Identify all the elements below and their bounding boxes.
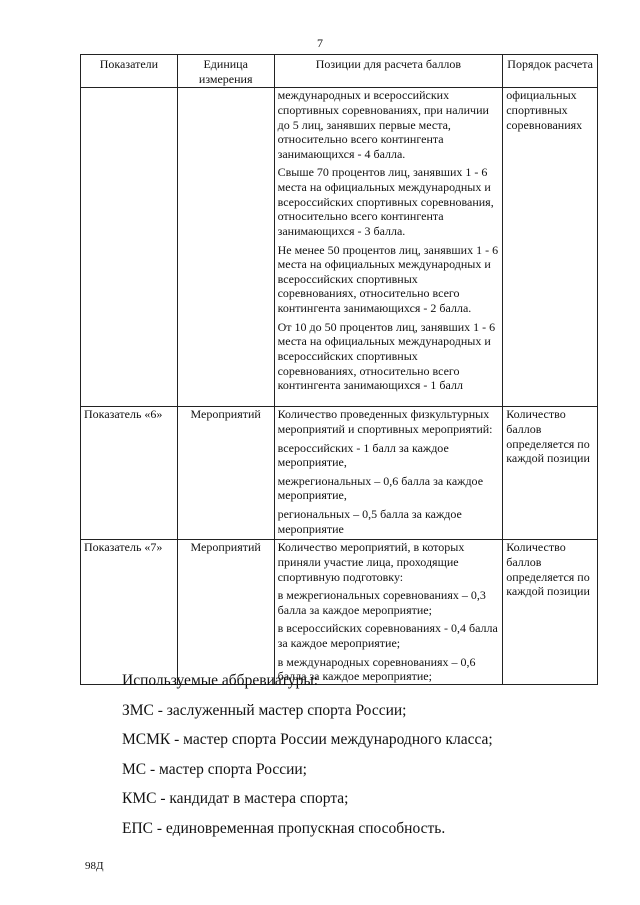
positions-cell — [274, 540, 503, 685]
abbreviations-section — [122, 672, 493, 850]
table-header-row — [81, 55, 598, 88]
position-item: Свыше 70 процентов лиц, занявших 1 - 6 места на официальных международных и всероссийских спортивных соревнования, относительно всего контингента занимающихся - 3 балла. — [277, 165, 494, 238]
page-number: 7 — [317, 36, 323, 50]
header-calculation-order: Порядок расчета — [503, 55, 598, 88]
position-item: в межрегиональных соревнованиях – 0,3 балла за каждое мероприятие; — [277, 588, 486, 617]
abbreviation-item: МСМК - мастер спорта России международного класса; — [122, 731, 493, 749]
unit-cell: Мероприятий — [177, 540, 274, 685]
abbreviations-title: Используемые аббревиатуры: — [122, 672, 319, 689]
position-item: Количество мероприятий, в которых приняли участие лица, проходящие спортивную подготовку: — [277, 540, 465, 584]
order-cell: Количество баллов определяется по каждой позиции — [503, 540, 598, 685]
table-row — [81, 540, 598, 685]
abbreviation-item: КМС - кандидат в мастера спорта; — [122, 790, 349, 808]
position-item: Не менее 50 процентов лиц, занявших 1 - 6 места на официальных международных и всероссийских спортивных соревнованиях, относительно всего контингента занимающихся - 2 балла. — [277, 242, 499, 315]
position-item: межрегиональных – 0,6 балла за каждое мероприятие, — [277, 473, 484, 503]
position-item: в международных соревнованиях – 0,6 балла за каждое мероприятие; — [277, 654, 476, 684]
criteria-table — [80, 54, 598, 685]
order-cell: Количество баллов определяется по каждой позиции — [503, 407, 598, 540]
header-unit: Единица измерения — [177, 55, 274, 88]
abbreviation-item: ЗМС - заслуженный мастер спорта России; — [122, 701, 407, 719]
position-item: всероссийских - 1 балл за каждое мероприятие, — [277, 440, 449, 470]
abbreviation-item: ЕПС - единовременная пропускная способность. — [122, 819, 446, 837]
header-indicators: Показатели — [81, 55, 178, 88]
indicator-cell — [81, 88, 178, 407]
unit-cell: Мероприятий — [177, 407, 274, 540]
table-row — [81, 88, 598, 407]
abbreviation-item: МС - мастер спорта России; — [122, 760, 307, 778]
indicator-cell: Показатель «6» — [81, 407, 178, 540]
document-code: 98Д — [85, 860, 104, 872]
unit-cell — [177, 88, 274, 407]
order-cell: официальных спортивных соревнованиях — [503, 88, 598, 407]
positions-cell — [274, 407, 503, 540]
position-item: международных и всероссийских спортивных соревнованиях, при наличии до 5 лиц, занявших первые места, относительно всего контингента занимающихся - 4 балла. — [277, 88, 489, 161]
position-item: в всероссийских соревнованиях - 0,4 балла за каждое мероприятие; — [277, 621, 498, 650]
header-positions: Позиции для расчета баллов — [274, 55, 503, 88]
positions-cell — [274, 88, 503, 407]
indicator-cell: Показатель «7» — [81, 540, 178, 685]
position-item: Количество проведенных физкультурных мероприятий и спортивных мероприятий: — [277, 407, 493, 436]
position-item: региональных – 0,5 балла за каждое мероприятие — [277, 507, 462, 536]
position-item: От 10 до 50 процентов лиц, занявших 1 - 6 места на официальных международных и всероссийских спортивных соревнованиях, относительно всего контингента занимающихся - 1 балл — [277, 319, 496, 393]
table-row — [81, 407, 598, 540]
